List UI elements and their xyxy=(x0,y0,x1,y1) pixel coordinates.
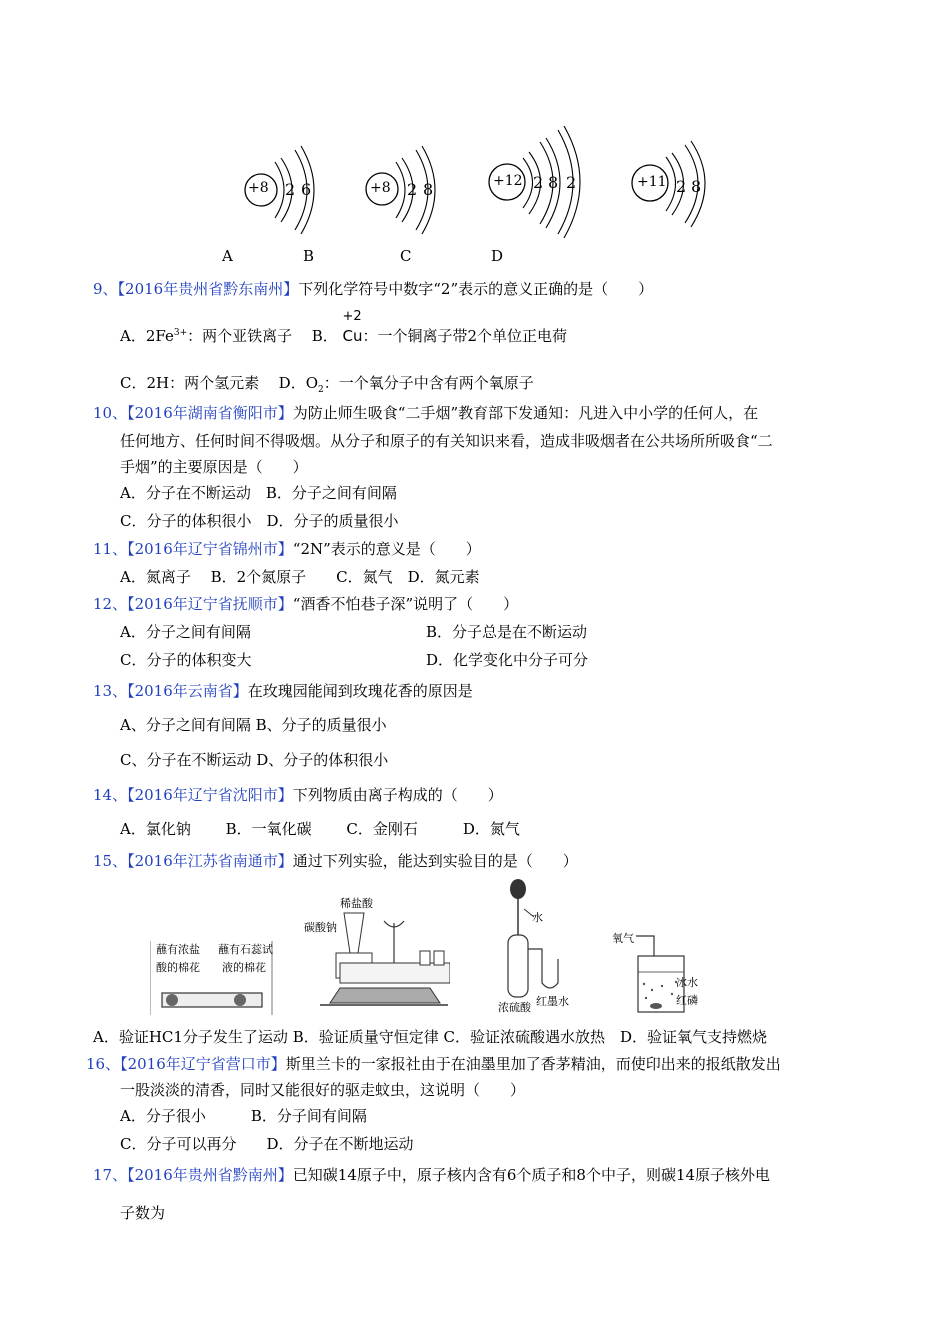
atom-a-shell-2: 6 xyxy=(301,180,312,199)
atom-b-shell-2: 8 xyxy=(423,180,434,199)
experiment-figure-b xyxy=(300,893,450,1018)
q14-options: A．氯化钠 B．一氧化碳 C．金刚石 D．氮气 xyxy=(120,820,520,838)
q9-option-a: A．2Fe xyxy=(120,327,174,345)
question-source: 【2016年贵州省黔南州】 xyxy=(127,1166,293,1184)
q17-line-2: 子数为 xyxy=(120,1204,166,1222)
question-stem-line-1: 为防止师生吸食“二手烟”教育部下发通知：凡进入中小学的任何人，在 xyxy=(292,404,759,422)
question-9 xyxy=(93,278,653,299)
q16-line-2: 一股淡淡的清香，同时又能很好的驱走蚊虫，这说明（ ） xyxy=(120,1081,526,1099)
q9-option-b: B． xyxy=(311,327,338,345)
question-14 xyxy=(93,784,503,805)
q9-option-a-text: ：两个亚铁离子 xyxy=(187,327,293,345)
question-number: 15、 xyxy=(93,852,128,870)
fig-a-label-right-1: 蘸有石蕊试 xyxy=(218,943,273,956)
atom-c-nucleus: +12 xyxy=(493,173,523,189)
question-number: 13、 xyxy=(93,682,128,700)
fig-d-label-oxygen: 氧气 xyxy=(612,932,634,945)
q13-options-cd: C、分子在不断运动 D、分子的体积很小 xyxy=(120,751,389,769)
atom-label-d: D xyxy=(491,247,504,265)
q10-line-3: 手烟”的主要原因是（ ） xyxy=(120,458,308,476)
q9-option-d-text: ：一个氧分子中含有两个氧原子 xyxy=(323,374,534,392)
q12-option-c: C．分子的体积变大 xyxy=(120,651,252,669)
atom-c-shell-3: 2 xyxy=(566,173,577,192)
fig-c-label-acid: 浓硫酸 xyxy=(498,1001,531,1014)
q9-options-ab xyxy=(120,309,568,346)
q9-option-b-valence: +2 xyxy=(342,309,362,324)
atom-label-c: C xyxy=(400,247,412,265)
q12-option-b: B．分子总是在不断运动 xyxy=(426,623,588,641)
question-stem-line-1: 已知碳14原子中，原子核内含有6个质子和8个中子，则碳14原子核外电 xyxy=(292,1166,771,1184)
fig-a-label-right-2: 液的棉花 xyxy=(222,961,266,974)
question-number: 17、 xyxy=(93,1166,128,1184)
atom-c-shell-1: 2 xyxy=(533,173,544,192)
fig-b-label-carbonate: 碳酸钠 xyxy=(304,921,337,934)
experiment-figure-a xyxy=(150,935,280,1020)
q13-options-ab: A、分子之间有间隔 B、分子的质量很小 xyxy=(120,716,387,734)
q10-options-ab: A．分子在不断运动 B．分子之间有间隔 xyxy=(120,484,397,502)
question-number: 9、 xyxy=(93,280,118,298)
q10-options-cd: C．分子的体积很小 D．分子的质量很小 xyxy=(120,512,399,530)
q9-option-d: D．O xyxy=(278,374,318,392)
atom-a-shell-1: 2 xyxy=(285,180,296,199)
question-16 xyxy=(86,1053,781,1074)
question-10 xyxy=(93,402,758,423)
q11-options: A．氮离子 B．2个氮原子 C．氮气 D．氮元素 xyxy=(120,568,480,586)
question-source: 【2016年辽宁省沈阳市】 xyxy=(127,786,293,804)
q9-option-c: C．2H：两个氢元素 xyxy=(120,374,260,392)
question-stem: 下列化学符号中数字“2”表示的意义正确的是（ ） xyxy=(298,280,654,298)
fig-a-label-left-2: 酸的棉花 xyxy=(156,961,200,974)
experiment-figure-c xyxy=(496,875,576,1020)
fig-c-label-water: 水 xyxy=(532,911,543,924)
q9-option-a-charge: 3+ xyxy=(173,328,188,338)
q12-option-a: A．分子之间有间隔 xyxy=(120,623,251,641)
question-stem: “2N”表示的意义是（ ） xyxy=(292,540,481,558)
experiment-figure-d xyxy=(612,928,702,1018)
question-12 xyxy=(93,593,518,614)
fig-a-label-left-1: 蘸有浓盐 xyxy=(156,943,200,956)
atom-b-nucleus: +8 xyxy=(370,180,391,196)
atom-a-nucleus: +8 xyxy=(248,180,269,196)
atom-d-nucleus: +11 xyxy=(637,174,667,190)
question-source: 【2016年辽宁省抚顺市】 xyxy=(127,595,293,613)
question-source: 【2016年云南省】 xyxy=(127,682,248,700)
atom-b-shell-1: 2 xyxy=(407,180,418,199)
fig-d-label-water: 冰水 xyxy=(676,976,698,989)
question-stem: “酒香不怕巷子深”说明了（ ） xyxy=(292,595,519,613)
atom-label-b: B xyxy=(303,247,315,265)
question-15 xyxy=(93,850,578,871)
q10-line-2: 任何地方、任何时间不得吸烟。从分子和原子的有关知识来看，造成非吸烟者在公共场所所吸食“二 xyxy=(120,432,773,450)
fig-d-label-phosphorus: 红磷 xyxy=(676,994,698,1007)
q9-option-d-subscript: 2 xyxy=(318,385,324,395)
question-number: 16、 xyxy=(86,1055,121,1073)
question-stem: 下列物质由离子构成的（ ） xyxy=(292,786,503,804)
question-source: 【2016年湖南省衡阳市】 xyxy=(127,404,293,422)
q9-option-b-text: ：一个铜离子带2个单位正电荷 xyxy=(362,327,568,345)
fig-c-label-ink: 红墨水 xyxy=(536,995,569,1008)
fig-b-label-acid: 稀盐酸 xyxy=(340,897,373,910)
question-number: 12、 xyxy=(93,595,128,613)
question-source: 【2016年辽宁省锦州市】 xyxy=(127,540,293,558)
question-13 xyxy=(93,680,473,701)
question-stem: 在玫瑰园能闻到玫瑰花香的原因是 xyxy=(247,682,473,700)
question-stem-line-1: 斯里兰卡的一家报社由于在油墨里加了香茅精油，而使印出来的报纸散发出 xyxy=(285,1055,781,1073)
q16-options-cd: C．分子可以再分 D．分子在不断地运动 xyxy=(120,1135,414,1153)
atom-d-shell-2: 8 xyxy=(691,177,702,196)
atom-c-shell-2: 8 xyxy=(548,173,559,192)
question-number: 10、 xyxy=(93,404,128,422)
q12-option-d: D．化学变化中分子可分 xyxy=(426,651,589,669)
question-17 xyxy=(93,1164,770,1185)
q9-options-cd xyxy=(120,372,534,395)
question-11 xyxy=(93,538,481,559)
question-number: 14、 xyxy=(93,786,128,804)
question-source: 【2016年辽宁省营口市】 xyxy=(120,1055,286,1073)
atom-label-a: A xyxy=(222,247,233,265)
question-source: 【2016年江苏省南通市】 xyxy=(127,852,293,870)
q9-option-b-symbol: Cu xyxy=(342,327,363,345)
question-stem: 通过下列实验，能达到实验目的是（ ） xyxy=(292,852,578,870)
atom-d-shell-1: 2 xyxy=(676,177,687,196)
q16-options-ab: A．分子很小 B．分子间有间隔 xyxy=(120,1107,367,1125)
q15-options: A．验证HC1分子发生了运动 B．验证质量守恒定律 C．验证浓硫酸遇水放热 D．验证氧气支持燃烧 xyxy=(93,1028,768,1046)
question-source: 【2016年贵州省黔东南州】 xyxy=(117,280,299,298)
question-number: 11、 xyxy=(93,540,128,558)
